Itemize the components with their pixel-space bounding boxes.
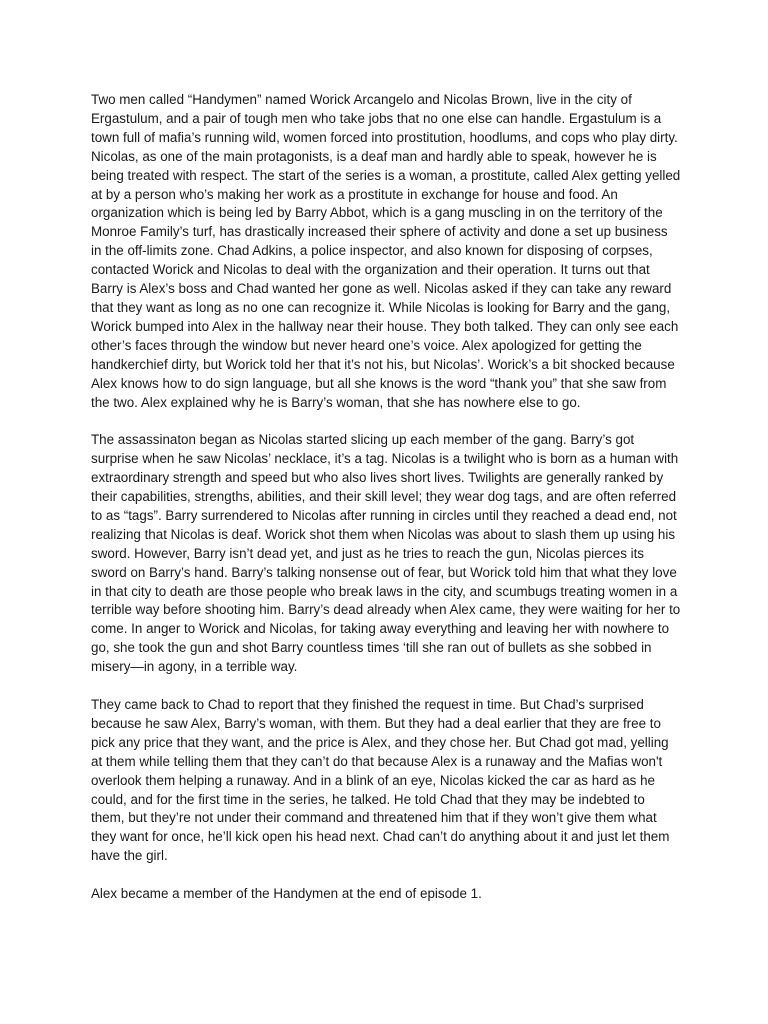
paragraph-intro: Two men called “Handymen” named Worick Arcangelo and Nicolas Brown, live in the city of Ergastulum, and a pair of tough men who take jobs that no one else can handle. Ergastulum is a town full of mafia’s running wild, women forced into prostitution, hoodlums, and cops who play dirty. Nicolas, as one of the main protagonists, is a deaf man and hardly able to speak, however he is being treated with respect. The start of the series is a woman, a prostitute, called Alex getting yelled at by a person who’s making her work as a prostitute in exchange for house and food. An organization which is being led by Barry Abbot, which is a gang muscling in on the territory of the Monroe Family’s turf, has drastically increased their sphere of activity and done a set up business in the off-limits zone. Chad Adkins, a police inspector, and also known for disposing of corpses, contacted Worick and Nicolas to deal with the organization and their operation. It turns out that Barry is Alex’s boss and Chad wanted her gone as well. Nicolas asked if they can take any reward that they want as long as no one can recognize it. While Nicolas is looking for Barry and the gang, Worick bumped into Alex in the hallway near their house. They both talked. They can only see each other’s faces through the window but never heard one’s voice. Alex apologized for getting the handkerchief dirty, but Worick told her that it’s not his, but Nicolas’. Worick’s a bit shocked because Alex knows how to do sign language, but all she knows is the word “thank you” that she saw from the two. Alex explained why he is Barry’s woman, that she has nowhere else to go.: [91, 92, 681, 410]
paragraph-assassination: The assassinaton began as Nicolas started slicing up each member of the gang. Barry’s got surprise when he saw Nicolas’ necklace, it’s a tag. Nicolas is a twilight who is born as a human with extraordinary strength and speed but who also lives short lives. Twilights are generally ranked by their capabilities, strengths, abilities, and their skill level; they wear dog tags, and are often referred to as “tags”. Barry surrendered to Nicolas after running in circles until they reached a dead end, not realizing that Nicolas is deaf. Worick shot them when Nicolas was about to slash them up using his sword. However, Barry isn’t dead yet, and just as he tries to reach the gun, Nicolas pierces its sword on Barry’s hand. Barry’s talking nonsense out of fear, but Worick told him that what they love in that city to death are those people who break laws in the city, and scumbugs treating women in a terrible way before shooting him. Barry’s dead already when Alex came, they were waiting for her to come. In anger to Worick and Nicolas, for taking away everything and leaving her with nowhere to go, she took the gun and shot Barry countless times ‘till she ran out of bullets as she sobbed in misery—in agony, in a terrible way.: [91, 432, 681, 675]
paragraph-ending: Alex became a member of the Handymen at the end of episode 1.: [91, 886, 482, 902]
document-page: [91, 91, 681, 923]
paragraph-return-to-chad: They came back to Chad to report that they finished the request in time. But Chad’s surprised because he saw Alex, Barry’s woman, with them. But they had a deal earlier that they are free to pick any price that they want, and the price is Alex, and they chose her. But Chad got mad, yelling at them while telling them that they can’t do that because Alex is a runaway and the Mafias won't overlook them helping a runaway. And in a blink of an eye, Nicolas kicked the car as hard as he could, and for the first time in the series, he talked. He told Chad that they may be indebted to them, but they’re not under their command and threatened him that if they won’t give them what they want for once, he’ll kick open his head next. Chad can’t do anything about it and just let them have the girl.: [91, 696, 670, 864]
